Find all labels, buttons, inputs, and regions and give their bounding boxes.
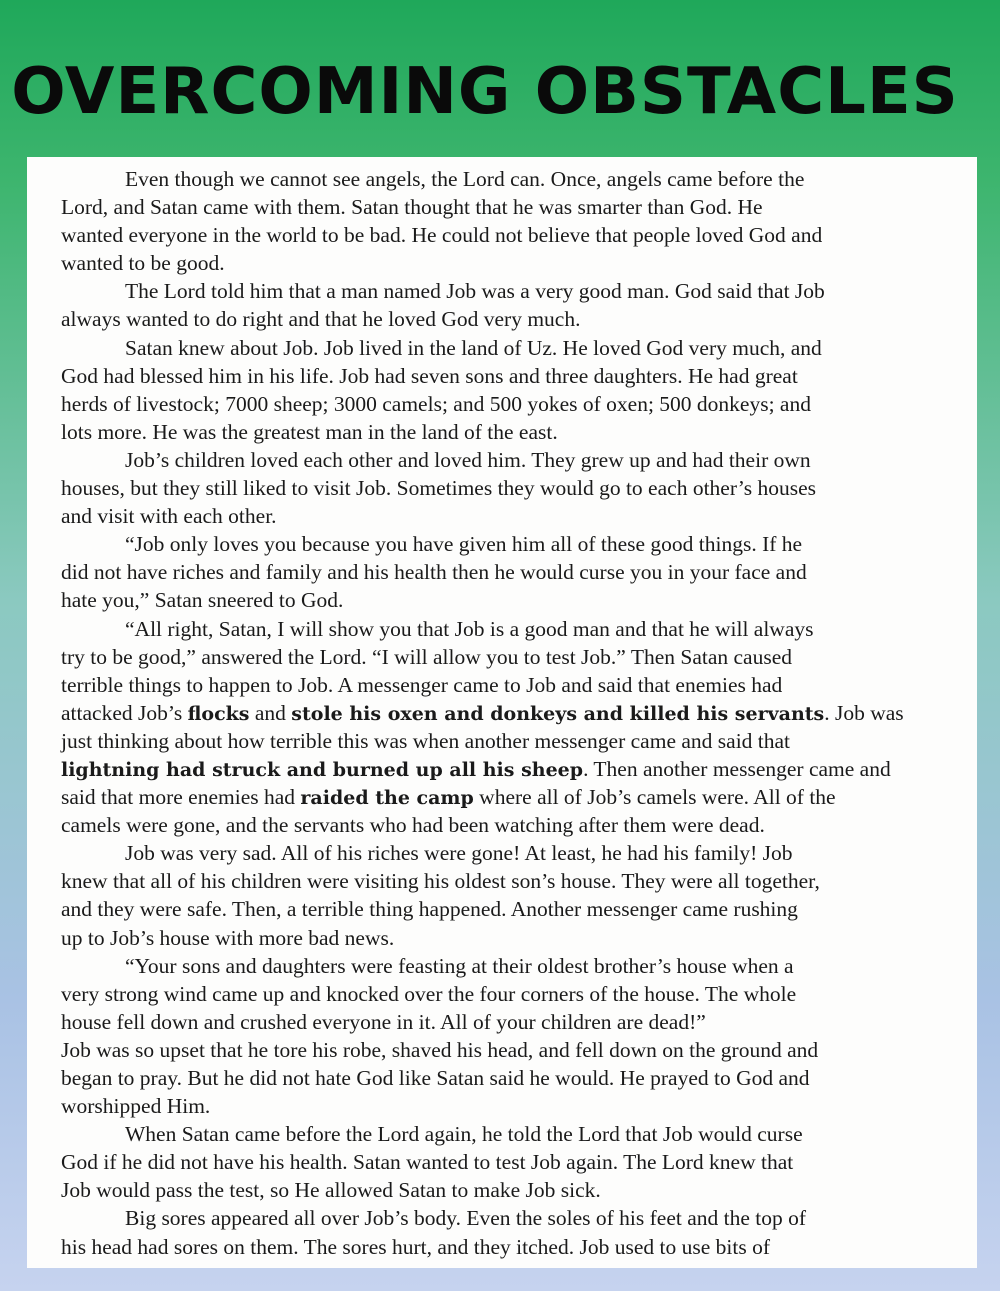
text-span: try to be good,” answered the Lord. “I will allow you to test Job.” Then Satan caused [61, 644, 793, 669]
text-span: where all of Job’s camels were. All of the [473, 785, 836, 810]
text-span: God had blessed him in his life. Job had seven sons and three daughters. He had great [61, 363, 798, 388]
text-line [61, 980, 941, 1008]
paragraph-start-line [61, 1120, 941, 1148]
text-line [61, 1064, 941, 1092]
text-line [61, 643, 941, 671]
text-line [61, 221, 941, 249]
bold-phrase: flocks [187, 702, 250, 725]
text-line [61, 783, 941, 811]
text-span: and they were safe. Then, a terrible thing happened. Another messenger came rushing [61, 897, 798, 922]
paragraph-start-line [61, 277, 941, 305]
text-line [61, 895, 941, 923]
text-line [61, 755, 941, 783]
text-line [61, 586, 941, 614]
text-span: Big sores appeared all over Job’s body. Even the soles of his feet and the top of [125, 1206, 807, 1231]
text-line [61, 1148, 941, 1176]
text-span: and [249, 700, 292, 725]
paragraph-start-line [61, 165, 941, 193]
scanned-page [27, 157, 977, 1268]
text-span: and visit with each other. [61, 504, 277, 529]
text-line [61, 671, 941, 699]
text-span: houses, but they still liked to visit Job. Sometimes they would go to each other’s houses [61, 476, 817, 501]
text-span: very strong wind came up and knocked over the four corners of the house. The whole [61, 981, 797, 1006]
text-span: always wanted to do right and that he loved God very much. [61, 307, 581, 332]
text-line [61, 924, 941, 952]
text-line [61, 1036, 941, 1064]
text-span: knew that all of his children were visiting his oldest son’s house. They were all together, [61, 869, 820, 894]
text-span: just thinking about how terrible this was when another messenger came and said that [61, 728, 791, 753]
text-span: “All right, Satan, I will show you that Job is a good man and that he will always [125, 616, 814, 641]
text-line [61, 305, 941, 333]
page-title: OVERCOMING OBSTACLES [11, 55, 959, 129]
text-line [61, 558, 941, 586]
text-span: began to pray. But he did not hate God like Satan said he would. He prayed to God and [61, 1066, 810, 1090]
text-line [61, 1176, 941, 1204]
paragraph-start-line [61, 446, 941, 474]
text-span: Even though we cannot see angels, the Lord can. Once, angels came before the [125, 167, 805, 191]
text-span: Lord, and Satan came with them. Satan thought that he was smarter than God. He [61, 195, 763, 220]
text-span: attacked Job’s [61, 700, 188, 725]
text-span: worshipped Him. [61, 1094, 211, 1119]
text-line [61, 362, 941, 390]
paragraph-start-line [61, 839, 941, 867]
text-span: “Your sons and daughters were feasting at their oldest brother’s house when a [125, 953, 794, 978]
bold-phrase: stole his oxen and donkeys and killed his servants [291, 702, 825, 725]
text-span: said that more enemies had [61, 785, 301, 810]
text-span: “Job only loves you because you have given him all of these good things. If he [125, 532, 803, 557]
text-line [61, 390, 941, 418]
text-line [61, 474, 941, 502]
text-span: When Satan came before the Lord again, he told the Lord that Job would curse [125, 1122, 803, 1147]
paragraph-start-line [61, 530, 941, 558]
text-span: Job would pass the test, so He allowed Satan to make Job sick. [61, 1178, 601, 1203]
text-span: . Then another messenger came and [583, 756, 891, 781]
text-line [61, 699, 941, 727]
text-span: up to Job’s house with more bad news. [61, 925, 395, 950]
text-span: terrible things to happen to Job. A messenger came to Job and said that enemies had [61, 672, 783, 697]
bold-phrase: raided the camp [300, 787, 474, 810]
text-span: wanted to be good. [61, 251, 225, 276]
text-span: his head had sores on them. The sores hurt, and they itched. Job used to use bits of [61, 1234, 770, 1259]
text-span: wanted everyone in the world to be bad. He could not believe that people loved God and [61, 223, 823, 248]
text-line [61, 1233, 941, 1261]
text-span: house fell down and crushed everyone in it. All of your children are dead!” [61, 1009, 706, 1034]
text-span: God if he did not have his health. Satan wanted to test Job again. The Lord knew that [61, 1150, 794, 1175]
text-span: lots more. He was the greatest man in the land of the east. [61, 419, 558, 444]
text-line [61, 193, 941, 221]
text-line [61, 418, 941, 446]
story-text [61, 165, 941, 1261]
bold-phrase: lightning had struck and burned up all his sheep [61, 758, 584, 781]
text-line [61, 502, 941, 530]
text-span: did not have riches and family and his health then he would curse you in your face and [61, 560, 807, 585]
text-span: Job’s children loved each other and loved him. They grew up and had their own [125, 447, 811, 472]
paragraph-start-line [61, 615, 941, 643]
text-span: Satan knew about Job. Job lived in the land of Uz. He loved God very much, and [125, 335, 822, 360]
text-span: camels were gone, and the servants who had been watching after them were dead. [61, 813, 765, 838]
text-line [61, 811, 941, 839]
text-span: . Job was [824, 700, 904, 725]
text-line [61, 1008, 941, 1036]
paragraph-start-line [61, 952, 941, 980]
paragraph-start-line [61, 1204, 941, 1232]
text-span: hate you,” Satan sneered to God. [61, 588, 344, 613]
text-span: Job was very sad. All of his riches were gone! At least, he had his family! Job [125, 841, 793, 866]
text-span: herds of livestock; 7000 sheep; 3000 camels; and 500 yokes of oxen; 500 donkeys; and [61, 391, 811, 416]
text-line [61, 727, 941, 755]
text-span: Job was so upset that he tore his robe, shaved his head, and fell down on the ground and [61, 1037, 819, 1062]
text-line [61, 249, 941, 277]
text-line [61, 867, 941, 895]
paragraph-start-line [61, 334, 941, 362]
text-line [61, 1092, 941, 1120]
text-span: The Lord told him that a man named Job was a very good man. God said that Job [125, 279, 825, 304]
